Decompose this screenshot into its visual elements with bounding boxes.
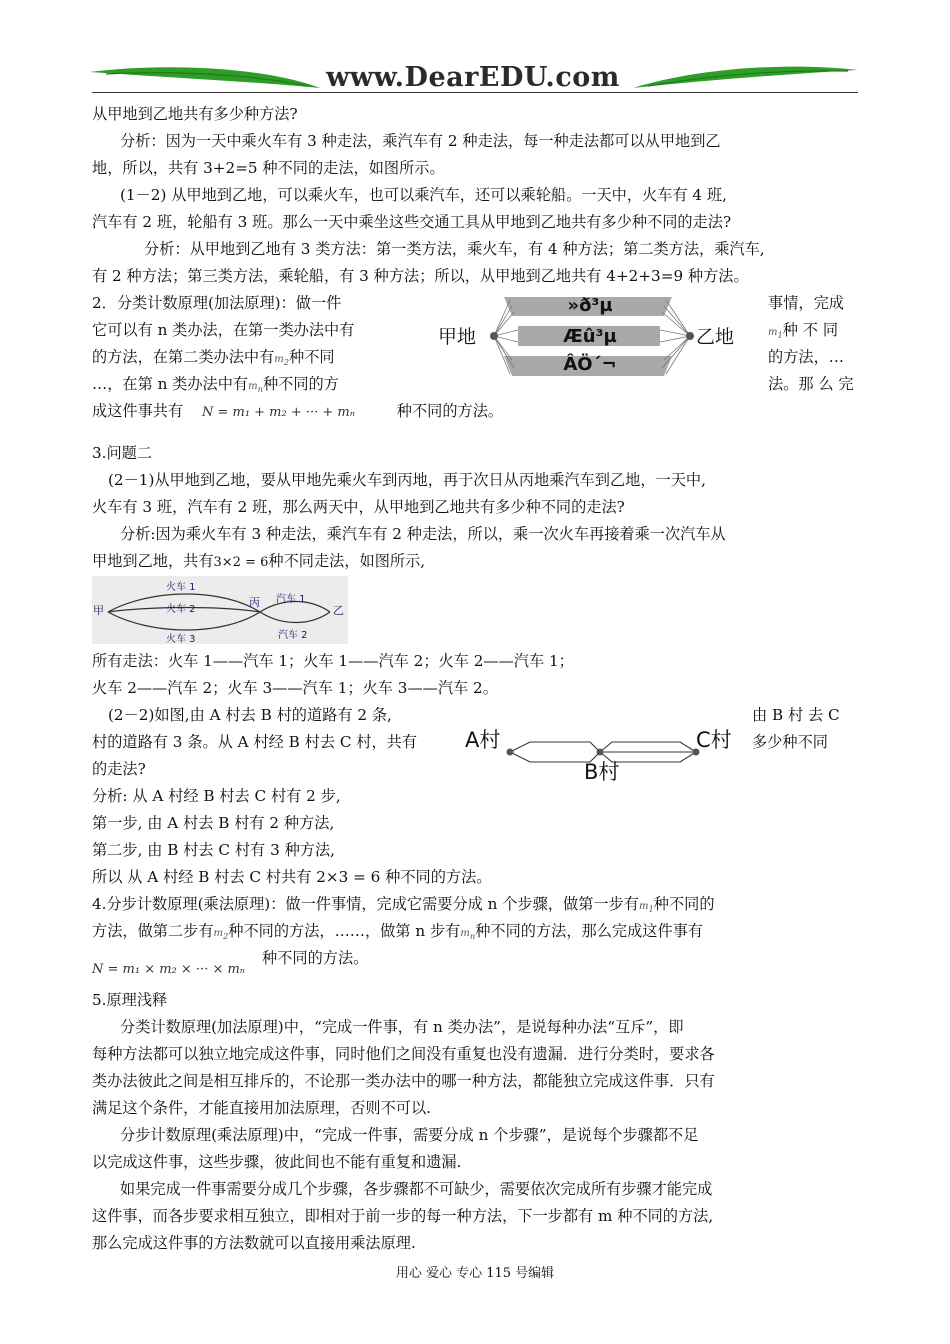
text-line: 事情，完成	[768, 294, 844, 312]
bar-label-car: Æû³µ	[563, 326, 617, 347]
text-line: (2－2)如图,由 A 村去 B 村的道路有 2 条,	[108, 706, 392, 724]
addition-formula: N = m₁ + m₂ + ··· + mₙ	[201, 405, 356, 420]
text-line: 类办法彼此之间是相互排斥的，不论那一类办法中的哪一种方法，都能独立完成这件事．只有	[92, 1072, 715, 1090]
math-m2: $m_2$	[213, 928, 229, 941]
text-line: 有 2 种方法；第三类方法，乘轮船，有 3 种方法；所以，从甲地到乙地共有 4+2+3=9 种方法。	[92, 267, 749, 285]
text-line: 如果完成一件事需要分成几个步骤，各步骤都不可缺少，需要依次完成所有步骤才能完成	[120, 1180, 713, 1198]
route-label-car-2: 汽车 2	[278, 630, 308, 641]
text-line: 火车 2——汽车 2；火车 3——汽车 1；火车 3——汽车 2。	[92, 679, 498, 697]
math-mn: $m_n$	[248, 381, 263, 394]
page-footer: 用心 爱心 专心 115 号编辑	[395, 1266, 555, 1281]
village-label-c: C村	[696, 728, 732, 752]
village-label-b: B村	[584, 760, 620, 784]
math-m2: $m_2$	[274, 354, 290, 367]
text-line: 分步计数原理(乘法原理)中，“完成一件事，需要分成 n 个步骤”，是说每个步骤都不足	[120, 1126, 699, 1144]
text-line: 分析: 从 A 村经 B 村去 C 村有 2 步,	[92, 787, 341, 805]
text-line: (1－2) 从甲地到乙地，可以乘火车，也可以乘汽车，还可以乘轮船。一天中，火车有 4 班,	[120, 186, 727, 204]
text-line: 的方法，…	[768, 348, 844, 366]
math-m1: $m_1$	[638, 901, 654, 914]
text-line: 从甲地到乙地共有多少种方法?	[92, 105, 298, 123]
text-line: 火车有 3 班，汽车有 2 班，那么两天中，从甲地到乙地共有多少种不同的走法?	[92, 498, 625, 516]
text-line: 4.分步计数原理(乘法原理)：做一件事情，完成它需要分成 n 个步骤，做第一步有$m_1$种不同的	[92, 895, 715, 914]
text-line: 2．分类计数原理(加法原理)：做一件	[92, 294, 342, 312]
route-diagram	[92, 576, 348, 644]
text-line: 它可以有 n 类办法，在第一类办法中有	[92, 321, 355, 339]
header-rule	[92, 92, 858, 93]
route-label-train-3: 火车 3	[166, 634, 196, 645]
text-line: 满足这个条件，才能直接用加法原理，否则不可以.	[92, 1099, 431, 1117]
text-line: 第一步, 由 A 村去 B 村有 2 种方法,	[92, 814, 335, 832]
math-m1: $m_1$	[768, 327, 783, 340]
text-line: 分析：从甲地到乙地有 3 类方法：第一类方法，乘火车，有 4 种方法；第二类方法，乘汽车,	[144, 240, 765, 258]
text-line: 第二步, 由 B 村去 C 村有 3 种方法,	[92, 841, 335, 859]
place-label-jia: 甲地	[438, 326, 477, 348]
text-line: 这件事，而各步要求相互独立，即相对于前一步的每一种方法，下一步都有 m 种不同的方法,	[92, 1207, 714, 1225]
route-label-train-2: 火车 2	[166, 604, 196, 615]
text-line: 的走法?	[92, 760, 146, 778]
bar-label-train: »ð³µ	[567, 295, 613, 316]
text-line: 甲地到乙地，共有3×2 = 6种不同走法，如图所示,	[92, 552, 426, 570]
text-line: 所以 从 A 村经 B 村去 C 村共有 2×3 = 6 种不同的方法。	[92, 868, 492, 886]
section-title: 5.原理浅释	[92, 991, 168, 1009]
site-logo-text: www.DearEDU.com	[326, 62, 620, 93]
bar-label-boat: ÂÖ´¬	[563, 354, 617, 375]
text-line: 每种方法都可以独立地完成这件事，同时他们之间没有重复也没有遗漏．进行分类时，要求各	[92, 1045, 715, 1063]
text-line: 汽车有 2 班，轮船有 3 班。那么一天中乘坐这些交通工具从甲地到乙地共有多少种不同的走法?	[92, 213, 732, 231]
text-line: 法。那 么 完	[768, 375, 854, 393]
multiplication-formula: N = m₁ × m₂ × ··· × mₙ	[92, 962, 246, 977]
text-line: 那么完成这件事的方法数就可以直接用乘法原理.	[92, 1234, 416, 1252]
section-title: 3.问题二	[92, 444, 153, 462]
text-line: 成这件事共有 N = m₁ + m₂ + ··· + mₙ 种不同的方法。	[92, 400, 503, 424]
text-line: 由 B 村 去 C	[752, 706, 840, 724]
text-line: 地，所以，共有 3+2=5 种不同的走法，如图所示。	[92, 159, 445, 177]
text-line: …，在第 n 类办法中有$m_n$种不同的方	[92, 375, 339, 394]
text-line: 分类计数原理(加法原理)中，“完成一件事，有 n 类办法”，是说每种办法“互斥”，即	[120, 1018, 684, 1036]
math-mn: $m_n$	[460, 928, 476, 941]
text-line: 的方法，在第二类办法中有$m_2$种不同	[92, 348, 335, 367]
text-line: 所有走法：火车 1——汽车 1；火车 1——汽车 2；火车 2——汽车 1；	[92, 652, 574, 670]
text-line: $m_1$种 不 同	[768, 321, 839, 340]
multiplication-formula-line: N = m₁ × m₂ × ··· × mₙ种不同的方法。	[92, 947, 368, 971]
place-label-yi: 乙地	[696, 326, 735, 348]
text-line: 分析：因为一天中乘火车有 3 种走法，乘汽车有 2 种走法，每一种走法都可以从甲地到乙	[120, 132, 721, 150]
text-line: 分析:因为乘火车有 3 种走法，乘汽车有 2 种走法，所以，乘一次火车再接着乘一次汽车从	[120, 525, 726, 543]
route-label-end: 乙	[333, 604, 344, 617]
text-line: 以完成这件事，这些步骤，彼此间也不能有重复和遗漏.	[92, 1153, 462, 1171]
text-line: 多少种不同	[752, 733, 828, 751]
text-line: (2－1)从甲地到乙地，要从甲地先乘火车到丙地，再于次日从丙地乘汽车到乙地，一天中,	[108, 471, 706, 489]
route-label-start: 甲	[93, 604, 104, 617]
route-label-mid: 丙	[249, 596, 260, 609]
village-label-a: A村	[465, 728, 501, 752]
product-formula: 3×2 = 6	[213, 555, 269, 570]
route-label-car-1: 汽车 1	[276, 594, 306, 605]
text-line: 方法，做第二步有$m_2$种不同的方法，……，做第 n 步有$m_n$种不同的方法，那么完成这件事有	[92, 922, 704, 941]
text-line: 村的道路有 3 条。从 A 村经 B 村去 C 村，共有	[92, 733, 418, 751]
route-label-train-1: 火车 1	[166, 582, 196, 593]
